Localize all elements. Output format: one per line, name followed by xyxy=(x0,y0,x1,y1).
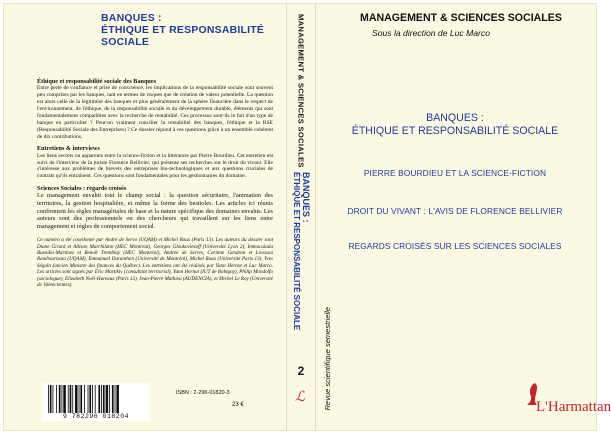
spine xyxy=(286,4,316,430)
topic-1: PIERRE BOURDIEU ET LA SCIENCE-FICTION xyxy=(363,168,547,178)
back-title-line2: ÉTHIQUE ET RESPONSABILITÉ SOCIALE xyxy=(101,24,265,48)
series-title: MANAGEMENT & SCIENCES SOCIALES xyxy=(360,12,562,24)
back-cover xyxy=(4,4,286,430)
spine-title xyxy=(291,172,311,330)
topic-3: REGARDS CROISÉS SUR LES SCIENCES SOCIALES xyxy=(348,241,562,251)
section-text: Les liens secrets ou apparents entre la science-fiction et la littérature par Pierre Bourdieu. Cet entretien est suivi de l'interview de la juriste Florence Bellivier, qui présente ses recherches sur le droit du vivant. Elle s'intéresse aux problèmes de brevets des entreprises bio-technologiques et aux questions cruciales de contrats qu'ils entraînent. Ces questions sont fondamentales pour les gestionnaires du domaine. xyxy=(37,152,273,180)
series-subtitle: Sous la direction de Luc Marco xyxy=(372,28,490,38)
barcode-number: 9 782296 018204 xyxy=(62,413,129,420)
section-text: Entre perte de confiance et prise de conscience, les implications de la responsabilité sociale sont souvent peu comprises par les banques, tant en termes de risques que de création de valeur potentielle. La question est alors celle de la légitimité des banques et plus généralement de la sphère financière dans le respect de l'environnement, de l'éthique, de la responsabilité sociale et du développement durable, éléments qui sont fondamentalement compatibles avec la recherche de rentabilité. Ces processus sont-ils le fait d'un type de banque en particulier ? Peut-on vraiment concilier la rentabilité des banques, l'éthique et la RSE (Responsabilité Sociale des Entreprises) ? Ce dossier répond à ces questions grâce à un ensemble cohérent de dix contributions. xyxy=(37,85,273,140)
spine-title-line2: ÉTHIQUE ET RESPONSABILITÉ SOCIALE xyxy=(292,172,301,331)
barcode xyxy=(42,383,150,421)
front-cover xyxy=(314,4,611,430)
issue-number: 2 xyxy=(297,364,305,378)
main-title-line2: ÉTHIQUE ET RESPONSABILITÉ SOCIALE xyxy=(351,125,559,137)
isbn: ISBN : 2-296-01820-3 xyxy=(176,390,230,396)
section-heading: Éthique et responsabilité sociale des Banques xyxy=(37,78,157,85)
section-heading: Sciences Sociales : regards croisés xyxy=(37,185,127,193)
back-cover-title xyxy=(101,12,286,48)
main-title-line1: BANQUES : xyxy=(426,112,484,124)
price: 23 € xyxy=(232,402,244,408)
spine-series: MANAGEMENT & SCIENCES SOCIALES xyxy=(296,14,306,168)
book-cover-spread xyxy=(4,4,611,430)
publisher-name: L'Harmattan xyxy=(536,399,611,415)
topic-2: DROIT DU VIVANT : L'AVIS DE FLORENCE BELLIVIER xyxy=(347,206,563,216)
revue-label: Revue scientifique semestrielle xyxy=(323,307,332,411)
section-heading: Entretiens & interviews xyxy=(37,145,100,153)
back-title-line1: BANQUES : xyxy=(101,12,162,24)
back-cover-text xyxy=(37,78,273,293)
barcode-icon xyxy=(46,385,146,413)
credits-text: Ce numéro a été coordonné par André de Servo (UQAM) et Michel Roux (Paris 13). Les auteurs du dossier sont Diane Girard et Allison Marchildon (HEC Montréal), Georges Gloukoviezoff (Université Lyon 2), Immaculada Buendía-Martínez et Benoît Tremblay (HEC Montréal), Andrée de Serres, Corinne Gendron et Lovasoa Ramboarisata (UQAM), Emmanuel Duranthon (Université de Montréal), Michel Roux (Université Paris 13), Yves Séguin (ancien Ministre des finances du Québec). Les entretiens ont été réalisés par Yann Hernot et Luc Marco. Les articles sont signés par Eric Martikiv (consultant territorial), Yann Hernot (IUT de Bobigny), Philip Mondolfo (sociologue), Elizabeth Noël-Hureaux (Paris 13), Jean-Pierre Mathieu (AUDENCIA), et Michel Le Roy (Université de Valenciennes). xyxy=(37,237,273,288)
main-title xyxy=(314,112,596,138)
spine-title-line1: BANQUES : xyxy=(301,172,311,223)
publisher-logo-icon: ℒ xyxy=(295,390,306,405)
section-text: Le management envahit tout le champ social : la question sécuritaire, l'animation des territoires, la gestion hospitalière, et même la forme des bestioles. Les articles ici réunis confrontent les règles managériales de base et la nature spécifique des domaines envahis. Les auteurs sont des professionnels ou des chercheurs qui travaillent sur les liens entre management et règles de comportement social. xyxy=(37,192,273,230)
